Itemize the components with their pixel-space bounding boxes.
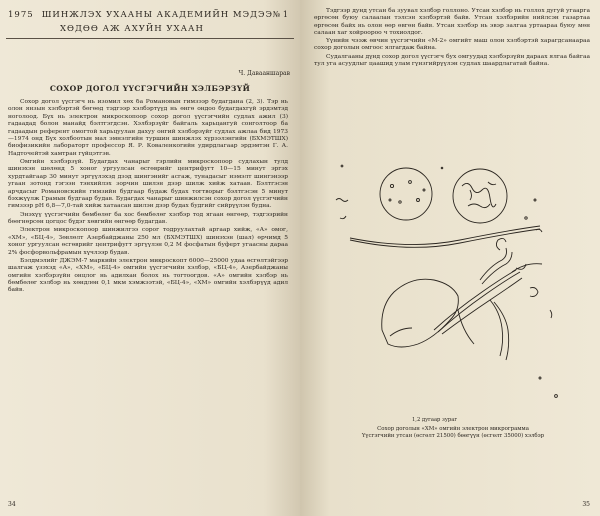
article-title: СОХОР ДОГОЛ ҮҮСГЭГЧИЙН ХЭЛБЭРЗҮЙ <box>49 84 251 93</box>
issue-number: № 1 <box>272 10 288 19</box>
paragraph: Бэлдмэлийг ДЖЭМ-7 маркийн электрон микроскопт 6000—25000 удаа өсгөлтэйгээр шалгаж үзэхэд «А», «ХМ», «БЦ-4» омгийн үүсгэгчийн хэлбэр, «БЦ-4», Азербайджаны омгийн хэлбэрзүйн онцлог нь адилхан болох нь тогтоогдов. «А» омгийн хэлбэр нь бөмбөлөг хэлбэр нь хөндлөн 0,1 мкм хэмжээтэй, «БЦ-4», «ХМ» омгийн хэлбэрүүд адил байв. <box>8 257 288 294</box>
page-number-left: 34 <box>8 501 16 508</box>
paragraph: Сохор догол үүсгэгч нь изомил хөх ба Романовын гимзээр будагдана (2, 3). Тэр нь олон янзын хэлбэртэй бөгөөд тэдгээр хэлбэртүүд нь өнгө ондоо будагдахгүй эрдэмтэд ноголоод. Бүх нь электрон микроскопоор сохор догол үүсгэгчийн судлах ажил (3) гадаадад болон манайд бэлтгэгдсэн. Хэлбэрзүйг байгаль харьцангуй сонголтоор ба гадаадын референт омогтой харьцуулан дахуу онгий хэлбэрзүйг судлах ажлаа бид 1973—1974 онд Бүх холбоотын мал эмнэлгийн туршин шинжлэх хүрээлэнгийн (БХМЭТШХ) биофизикийн лабораторт профессор Я. Р. Коваленкогийн удирдлагаар эрдэмтэн Г. А. Надточейтэй хамтран гүйцэтгэв. <box>8 99 288 157</box>
paragraph: Үүнийн чээж өвчин үүсгэгчийн «М-2» омгийт маш олон хэлбэртэй харагдсанаараа сохор доголын омгоос ялгагдаж байна. <box>314 38 590 52</box>
paragraph: Энэхүү үүсгэгчийн бөмбөлөг ба хос бөмбөлөг хэлбэр тод ягаан өнгөөр, тэдгээрийн бөөгнөрсөн цогцос бүдэг хөвгийн өнгөөр будагдав. <box>8 211 288 226</box>
round-cell-left <box>380 168 432 220</box>
long-filament <box>350 226 540 245</box>
article-continuation <box>314 8 590 69</box>
header-rule <box>6 38 294 39</box>
figure-caption: Сохор доголын «ХМ» омгийн электрон микрограмма Үүсгэгчийн утсан (өсгөлт 21500) бөөгүүн (өсгөлт 35000) хэлбэр <box>361 426 545 439</box>
paragraph: Тэдгээр дунд утсан ба зуувал хэлбэр голлоно. Утсан хэлбэр нь голлох дугуй угаарга өргөсөн буюу салаалан тэлсэн хэлбэртэй байв. Утсан хэлбэрийн нийлсэн газартаа өргөсөн байх нь олон өөр өвгөн байв. Утсан хэлбэр нь эвэр залгаа уртаараа буюу мөн салаан хаг хойроороо ч тохиолдог. <box>314 8 590 36</box>
page-number-right: 35 <box>582 501 590 508</box>
article-body <box>8 99 288 500</box>
year: 1975 <box>8 10 34 20</box>
branched-cell <box>382 279 459 347</box>
running-header <box>8 10 273 20</box>
paragraph: Омгийн хэлбэрзүй. Будагдах чанарыг гэрлийн микроскопоор судлахын тулд шинэхэн шөлөнд 5 хоног ургуулсан өсгөврийг центрифугт 10—15 минут эргэх хурдтайгаар 30 минут эргүүлэхэд дээд шингэнийг асгаж, тунадасыг нэмэлт шингэнээр угаан зотонд гэгээн тэнхийлэх зорчин шилэн дээр шилж хийж хатаав. Бэлтгэсэн арчдасыг Романовскийн гимзийн будгаар будаж будах тогтворыг бэлтгэсэн 5 минут бэхжүүлж Грамын будгаар будав. Будагдах чанарыг шинжилсэн сохор догол үүсгэгчийн гимзээр рН 6,8—7,0-тай хийж хатаасан шилэн дээр будах будгийг сийрүүлэн будна. <box>8 159 288 210</box>
journal-title: ШИНЖЛЭХ УХААНЫ АКАДЕМИЙН МЭДЭЭ <box>41 10 274 20</box>
paragraph: Электрон микроскопоор шинжилгээ сорог тодруулахтай аргаар хийж, «А» омог, «ХМ», «БЦ-4», Зөвлөлт Азербайджаны 250 мл (БХМЭТШХ) шинэхэн (шал) өрчимд 5 хоног ургуулсан өсгөврийг центрифугт эргүүлэн 0,2 М фосфатын буферт угаасны дараа 2% фосфорвольфрамын хүчлээр будав. <box>8 227 288 256</box>
figure-number: 1,2 дугаар зураг <box>412 417 458 423</box>
right-page <box>300 0 600 516</box>
filament-bundle <box>434 270 516 330</box>
round-cell-right <box>453 169 507 223</box>
micrograph-drawing <box>330 160 588 410</box>
author-name: Ч. Давааншарав <box>238 70 290 77</box>
section-title: ХӨДӨӨ АЖ АХУЙН УХААН <box>60 24 204 34</box>
paragraph: Судалгааны дүнд сохор догол үүсгэгч бух омгуудад хэлбэрзүйн дараах ялгаа байгаа тул уга асуудлыг цаашид улам гүнзгийрүүлэн судлах шаардлагатай байна. <box>314 53 590 68</box>
